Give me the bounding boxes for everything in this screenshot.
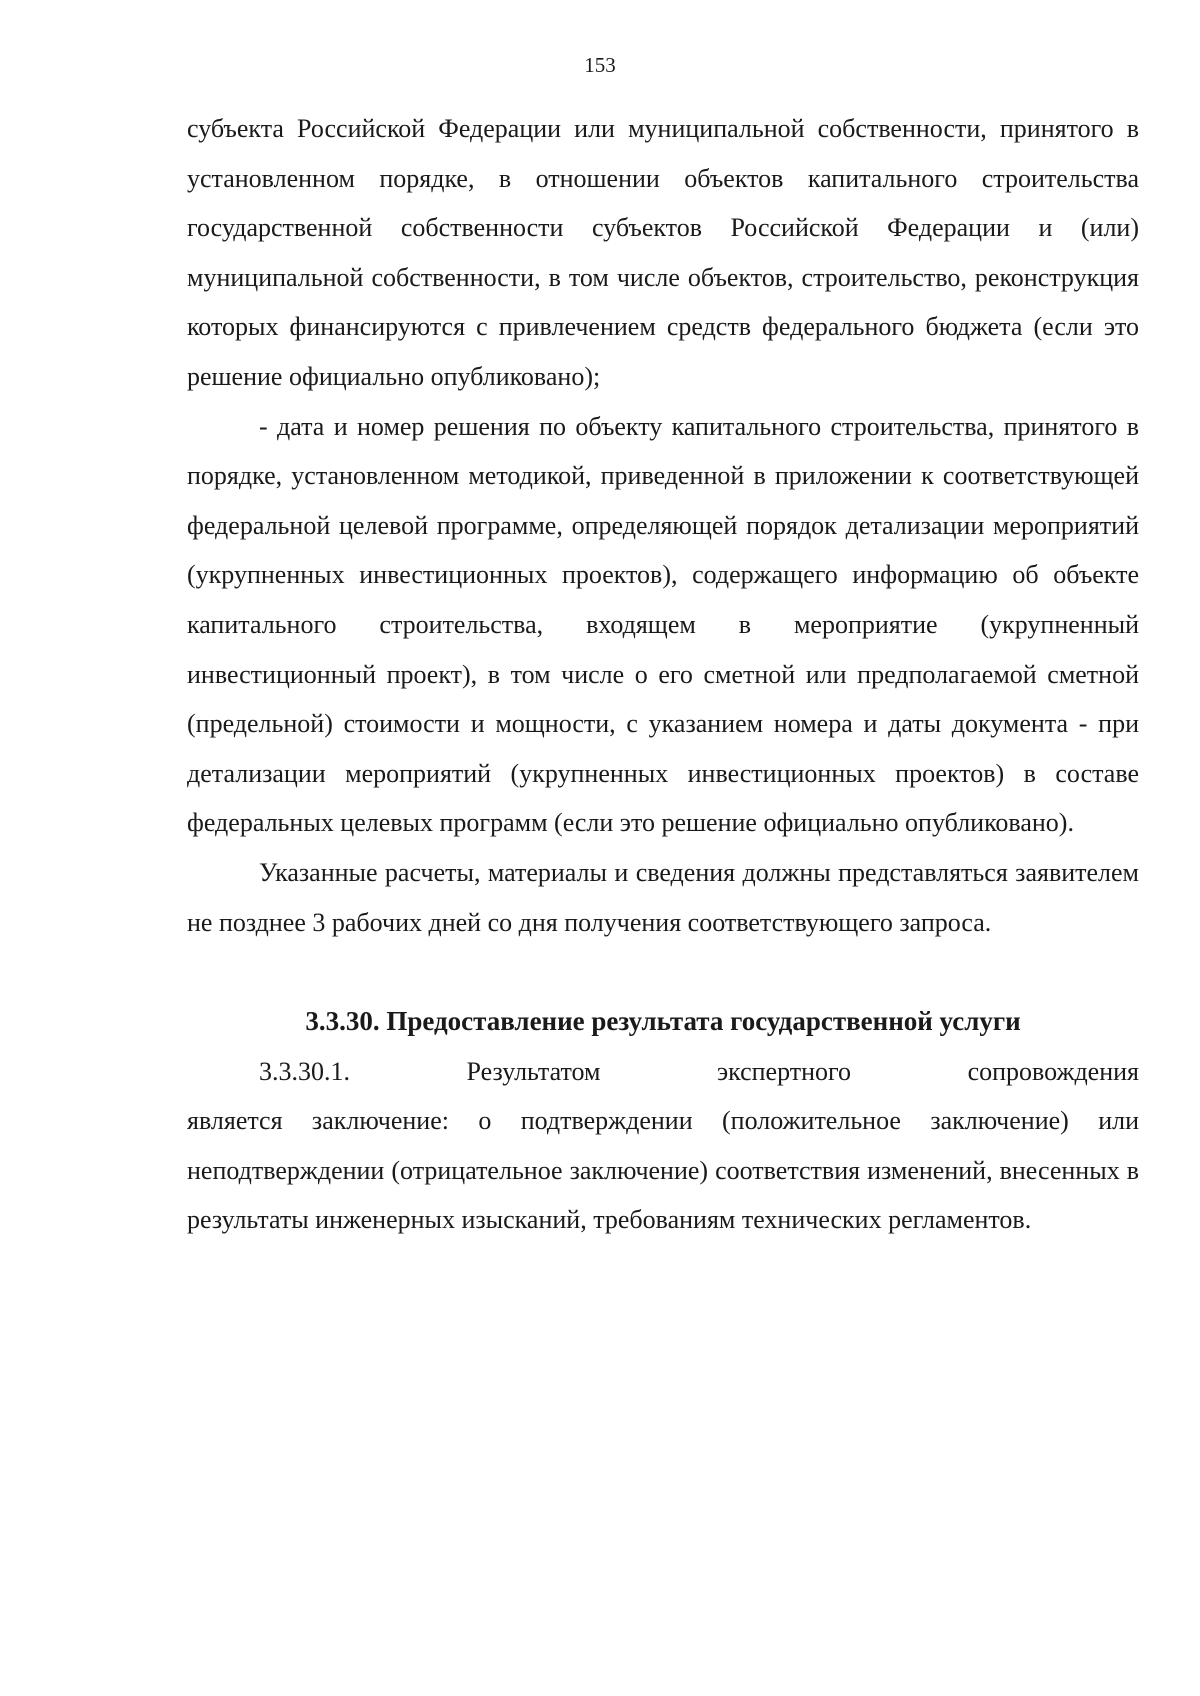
- paragraph-decision-item: - дата и номер решения по объекту капитального строительства, принятого в порядке, установленном методикой, приведенной в приложении к соответствующей федеральной целевой программе, определяющей порядок детализации мероприятий (укрупненных инвестиционных проектов), содержащего информацию об объекте капитального строительства, входящем в мероприятие (укрупненный инвестиционный проект), в том числе о его сметной или предполагаемой сметной (предельной) стоимости и мощности, с указанием номера и даты документа - при детализации мероприятий (укрупненных инвестиционных проектов) в составе федеральных целевых программ (если это решение официально опубликовано).: [187, 411, 1139, 838]
- section-paragraph-continuation: является заключение: о подтверждении (положительное заключение) или неподтверждении (отрицательное заключение) соответствия изменений, внесенных в результаты инженерных изысканий, требованиям технических регламентов.: [187, 1106, 1139, 1235]
- page-number: 153: [584, 53, 616, 77]
- paragraph-continuation: субъекта Российской Федерации или муниципальной собственности, принятого в установленном порядке, в отношении объектов капитального строительства государственной собственности субъектов Российской Федерации и (или) муниципальной собственности, в том числе объектов, строительство, реконструкция которых финансируются с привлечением средств федерального бюджета (если это решение официально опубликовано);: [187, 114, 1139, 391]
- document-body: [187, 104, 1139, 1245]
- paragraph-deadline: Указанные расчеты, материалы и сведения должны представляться заявителем не позднее 3 рабочих дней со дня получения соответствующего запроса.: [187, 857, 1139, 937]
- section-paragraph-first-line: 3.3.30.1. Результатом экспертного сопровождения: [259, 1056, 1139, 1086]
- section-heading: 3.3.30. Предоставление результата государственной услуги: [305, 1006, 1021, 1037]
